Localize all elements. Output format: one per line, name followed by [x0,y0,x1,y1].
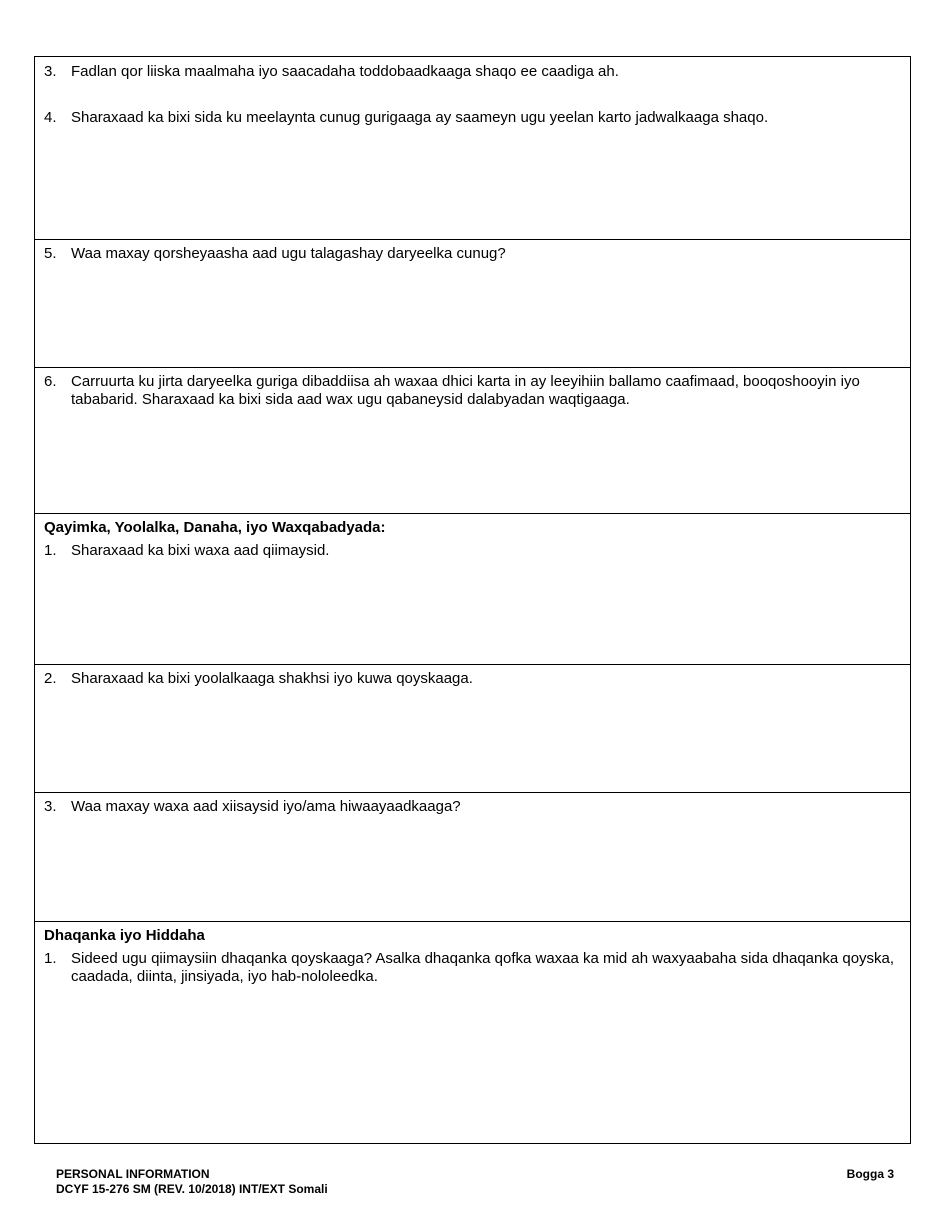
values-question-3 [35,798,910,816]
question-4 [35,109,910,127]
values-question-2 [35,670,910,688]
question-number: 1. [44,950,57,967]
question-text: Sharaxaad ka bixi sida ku meelaynta cunug gurigaaga ay saameyn ugu yeelan karto jadwalkaaga shaqo. [71,109,769,126]
page-number: Bogga 3 [846,1167,894,1181]
question-number: 1. [44,542,57,559]
section-values [35,513,910,664]
section-childcare-plans [35,239,910,367]
form-table [34,56,911,1144]
section-work-schedule [35,57,910,239]
form-id: DCYF 15-276 SM (REV. 10/2018) INT/EXT Somali [56,1182,328,1196]
question-text: Fadlan qor liiska maalmaha iyo saacadaha toddobaadkaaga shaqo ee caadiga ah. [71,63,619,80]
question-text: Sideed ugu qiimaysiin dhaqanka qoyskaaga? Asalka dhaqanka qofka waxaa ka mid ah waxyaabaha sida dhaqanka qoyska, caadada, diinta, jinsiyada, iyo hab-nololeedka. [71,950,895,985]
section-appointments [35,367,910,513]
question-6 [35,373,910,409]
values-question-1 [35,542,910,560]
culture-question-1 [35,950,910,986]
question-number: 3. [44,798,57,815]
question-text: Sharaxaad ka bixi waxa aad qiimaysid. [71,542,330,559]
question-3 [35,63,910,81]
section-goals [35,664,910,792]
section-interests [35,792,910,921]
question-number: 3. [44,63,57,80]
form-footer [56,1167,328,1197]
footer-label: PERSONAL INFORMATION [56,1167,210,1181]
values-heading: Qayimka, Yoolalka, Danaha, iyo Waxqabadyada: [44,519,386,536]
question-text: Waa maxay qorsheyaasha aad ugu talagashay daryeelka cunug? [71,245,506,262]
question-text: Waa maxay waxa aad xiisaysid iyo/ama hiwaayaadkaaga? [71,798,461,815]
culture-heading: Dhaqanka iyo Hiddaha [44,927,205,944]
question-text: Carruurta ku jirta daryeelka guriga dibaddiisa ah waxaa dhici karta in ay leeyihiin ballamo caafimaad, booqoshooyin iyo tababarid. Sharaxaad ka bixi sida aad wax ugu qabaneysid dalabyadan waqtigaaga. [71,373,860,408]
question-number: 4. [44,109,57,126]
question-5 [35,245,910,263]
question-number: 6. [44,373,57,390]
section-culture [35,921,910,1143]
question-number: 2. [44,670,57,687]
question-number: 5. [44,245,57,262]
question-text: Sharaxaad ka bixi yoolalkaaga shakhsi iyo kuwa qoyskaaga. [71,670,473,687]
